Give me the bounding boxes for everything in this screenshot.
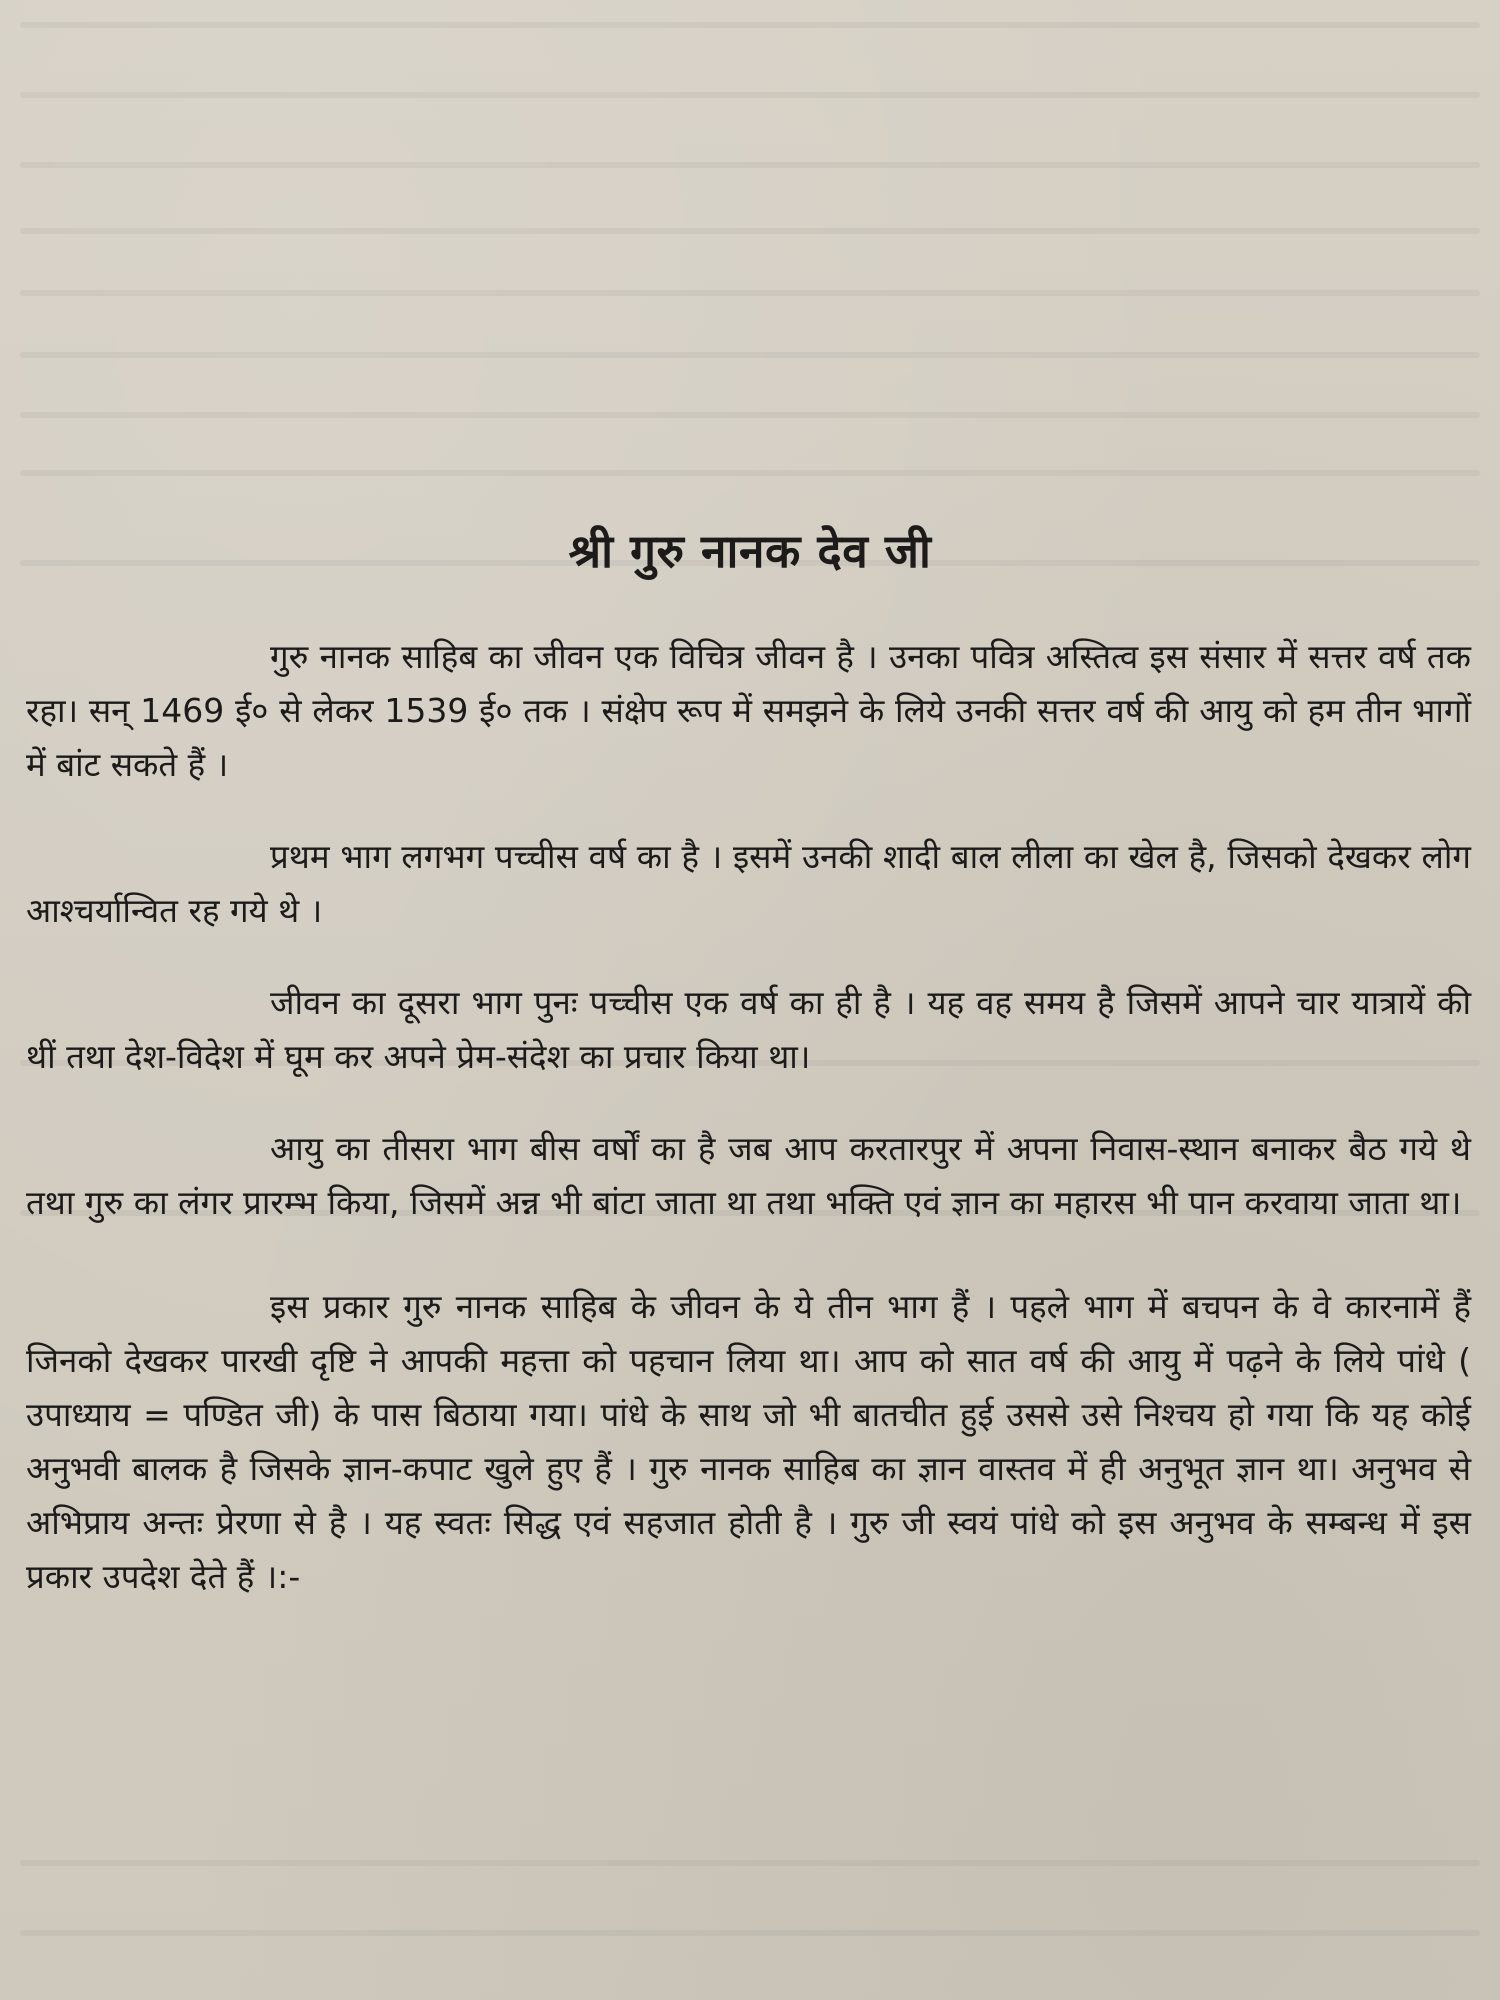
paragraph-3: जीवन का दूसरा भाग पुनः पच्चीस एक वर्ष का ही है । यह वह समय है जिसमें आपने चार यात्रायें की थीं तथा देश-विदेश में घूम कर अपने प्रेम-संदेश का प्रचार किया था। [26,983,1471,1076]
paragraph-2: प्रथम भाग लगभग पच्चीस वर्ष का है । इसमें उनकी शादी बाल लीला का खेल है, जिसको देखकर लोग आश्चर्यान्वित रह गये थे । [26,837,1471,930]
bleed-through-line [20,1930,1480,1936]
page-title: श्री गुरु नानक देव जी [568,523,932,578]
bleed-through-line [20,290,1480,296]
bleed-through-line [20,470,1480,476]
bleed-through-line [20,1860,1480,1866]
bleed-through-line [20,352,1480,358]
bleed-through-line [20,22,1480,28]
bleed-through-line [20,162,1480,168]
bleed-through-line [20,412,1480,418]
bleed-through-line [20,92,1480,98]
paragraph-1: गुरु नानक साहिब का जीवन एक विचित्र जीवन है । उनका पवित्र अस्तित्व इस संसार में सत्तर वर्ष तक रहा। सन् 1469 ई० से लेकर 1539 ई० तक । संक्षेप रूप में समझने के लिये उनकी सत्तर वर्ष की आयु को हम तीन भागों में बांट सकते हैं । [26,637,1471,784]
paragraph-4: आयु का तीसरा भाग बीस वर्षों का है जब आप करतारपुर में अपना निवास-स्थान बनाकर बैठ गये थे तथा गुरु का लंगर प्रारम्भ किया, जिसमें अन्न भी बांटा जाता था तथा भक्ति एवं ज्ञान का महारस भी पान करवाया जाता था। [26,1129,1471,1222]
body-text [26,630,1471,1642]
paragraph-5: इस प्रकार गुरु नानक साहिब के जीवन के ये तीन भाग हैं । पहले भाग में बचपन के वे कारनामें हैं जिनको देखकर पारखी दृष्टि ने आपकी महत्ता को पहचान लिया था। आप को सात वर्ष की आयु में पढ़ने के लिये पांधे ( उपाध्याय = पण्डित जी) के पास बिठाया गया। पांधे के साथ जो भी बातचीत हुई उससे उसे निश्चय हो गया कि यह कोई अनुभवी बालक है जिसके ज्ञान-कपाट खुले हुए हैं । गुरु नानक साहिब का ज्ञान वास्तव में ही अनुभूत ज्ञान था। अनुभव से अभिप्राय अन्तः प्रेरणा से है । यह स्वतः सिद्ध एवं सहजात होती है । गुरु जी स्वयं पांधे को इस अनुभव के सम्बन्ध में इस प्रकार उपदेश देते हैं ।:- [26,1287,1471,1596]
bleed-through-line [20,228,1480,234]
